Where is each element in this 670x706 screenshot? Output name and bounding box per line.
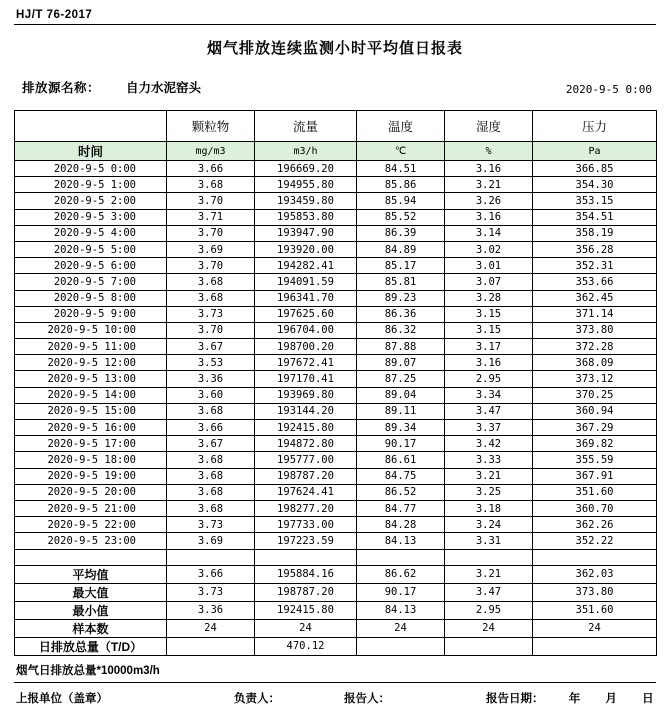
cell-value: 3.68 (167, 274, 255, 290)
cell-value: 3.68 (167, 484, 255, 500)
cell-value: 86.52 (357, 484, 445, 500)
cell-time: 2020-9-5 4:00 (15, 225, 167, 241)
cell-time: 2020-9-5 2:00 (15, 193, 167, 209)
header-divider (14, 24, 656, 25)
cell-value: 353.15 (533, 193, 657, 209)
cell-value: 3.70 (167, 193, 255, 209)
cell-value: 358.19 (533, 225, 657, 241)
column-header-unit-3: % (445, 142, 533, 161)
cell-value: 373.80 (533, 322, 657, 338)
cell-value: 3.73 (167, 306, 255, 322)
summary-value: 3.73 (167, 583, 255, 601)
cell-value: 3.18 (445, 500, 533, 516)
cell-value: 3.68 (167, 290, 255, 306)
cell-value: 362.26 (533, 517, 657, 533)
cell-value: 84.75 (357, 468, 445, 484)
cell-value: 3.21 (445, 177, 533, 193)
report-date-group (464, 690, 656, 706)
cell-value: 369.82 (533, 436, 657, 452)
table-row (15, 403, 657, 419)
cell-value: 362.45 (533, 290, 657, 306)
summary-row (15, 565, 657, 583)
column-header-name-1: 流量 (255, 111, 357, 142)
cell-value: 193969.80 (255, 387, 357, 403)
cell-value: 198277.20 (255, 500, 357, 516)
cell-value: 3.17 (445, 339, 533, 355)
cell-value: 197624.41 (255, 484, 357, 500)
cell-value: 3.69 (167, 241, 255, 257)
cell-value: 196704.00 (255, 322, 357, 338)
summary-label: 样本数 (15, 619, 167, 637)
report-date-label: 报告日期： (486, 692, 544, 705)
footer-note-line1: 烟气日排放总量*10000m3/h (16, 664, 160, 677)
cell-value: 3.68 (167, 468, 255, 484)
cell-value: 85.81 (357, 274, 445, 290)
cell-value: 3.02 (445, 241, 533, 257)
summary-value: 351.60 (533, 601, 657, 619)
cell-value: 3.21 (445, 468, 533, 484)
cell-value: 3.25 (445, 484, 533, 500)
cell-value: 194955.80 (255, 177, 357, 193)
cell-value: 193144.20 (255, 403, 357, 419)
cell-value: 373.12 (533, 371, 657, 387)
table-row (15, 517, 657, 533)
cell-time: 2020-9-5 21:00 (15, 500, 167, 516)
report-datetime: 2020-9-5 0:00 (565, 83, 652, 96)
standard-code: HJ/T 76-2017 (16, 9, 93, 21)
cell-value: 3.70 (167, 258, 255, 274)
cell-value: 3.70 (167, 322, 255, 338)
table-row (15, 322, 657, 338)
footer-divider (14, 682, 656, 683)
summary-value: 362.03 (533, 565, 657, 583)
table-row (15, 500, 657, 516)
hourly-average-table (14, 110, 657, 656)
summary-row (15, 583, 657, 601)
cell-value: 195777.00 (255, 452, 357, 468)
summary-row (15, 601, 657, 619)
cell-value: 3.14 (445, 225, 533, 241)
summary-value: 3.47 (445, 583, 533, 601)
cell-value: 197625.60 (255, 306, 357, 322)
cell-value: 2.95 (445, 371, 533, 387)
cell-value: 85.86 (357, 177, 445, 193)
column-header-name-3: 湿度 (445, 111, 533, 142)
cell-value: 3.68 (167, 403, 255, 419)
cell-value: 3.67 (167, 339, 255, 355)
cell-value: 87.25 (357, 371, 445, 387)
cell-time: 2020-9-5 3:00 (15, 209, 167, 225)
daily-total-blank (533, 637, 657, 655)
cell-value: 89.11 (357, 403, 445, 419)
summary-value: 24 (445, 619, 533, 637)
cell-value: 355.59 (533, 452, 657, 468)
cell-value: 89.23 (357, 290, 445, 306)
cell-value: 3.69 (167, 533, 255, 549)
cell-time: 2020-9-5 6:00 (15, 258, 167, 274)
summary-label: 平均值 (15, 565, 167, 583)
table-row (15, 274, 657, 290)
table-row (15, 355, 657, 371)
cell-value: 85.52 (357, 209, 445, 225)
table-row (15, 436, 657, 452)
summary-value: 195884.16 (255, 565, 357, 583)
cell-value: 196669.20 (255, 161, 357, 177)
cell-value: 352.22 (533, 533, 657, 549)
table-row (15, 258, 657, 274)
cell-value: 3.66 (167, 420, 255, 436)
cell-value: 192415.80 (255, 420, 357, 436)
summary-value: 3.66 (167, 565, 255, 583)
cell-time: 2020-9-5 0:00 (15, 161, 167, 177)
table-row (15, 209, 657, 225)
cell-value: 3.07 (445, 274, 533, 290)
cell-value: 367.29 (533, 420, 657, 436)
report-date-day: 日 (642, 692, 654, 705)
table-spacer (15, 549, 657, 565)
spacer-cell (15, 549, 167, 565)
page-title: 烟气排放连续监测小时平均值日报表 (206, 40, 463, 57)
cell-value: 86.39 (357, 225, 445, 241)
cell-value: 3.15 (445, 306, 533, 322)
table-row (15, 371, 657, 387)
column-header-unit-0: mg/m3 (167, 142, 255, 161)
column-header-unit-2: ℃ (357, 142, 445, 161)
cell-value: 3.16 (445, 209, 533, 225)
cell-time: 2020-9-5 13:00 (15, 371, 167, 387)
daily-total-blank (445, 637, 533, 655)
cell-value: 198700.20 (255, 339, 357, 355)
spacer-cell (533, 549, 657, 565)
cell-value: 360.94 (533, 403, 657, 419)
daily-total-row (15, 637, 657, 655)
cell-value: 371.14 (533, 306, 657, 322)
source-name-label: 排放源名称： (22, 81, 101, 95)
cell-value: 354.51 (533, 209, 657, 225)
table-row (15, 387, 657, 403)
cell-value: 3.68 (167, 500, 255, 516)
cell-time: 2020-9-5 20:00 (15, 484, 167, 500)
cell-value: 3.66 (167, 161, 255, 177)
cell-value: 3.33 (445, 452, 533, 468)
summary-row (15, 619, 657, 637)
cell-time: 2020-9-5 10:00 (15, 322, 167, 338)
cell-value: 89.34 (357, 420, 445, 436)
cell-value: 84.77 (357, 500, 445, 516)
cell-value: 3.70 (167, 225, 255, 241)
summary-value: 24 (533, 619, 657, 637)
cell-value: 3.16 (445, 161, 533, 177)
spacer-row (15, 549, 657, 565)
daily-total-blank (357, 637, 445, 655)
daily-total-label: 日排放总量（T/D） (15, 637, 167, 655)
summary-value: 84.13 (357, 601, 445, 619)
cell-value: 3.73 (167, 517, 255, 533)
column-header-name-2: 温度 (357, 111, 445, 142)
cell-time: 2020-9-5 7:00 (15, 274, 167, 290)
cell-value: 197733.00 (255, 517, 357, 533)
cell-value: 89.07 (357, 355, 445, 371)
cell-time: 2020-9-5 19:00 (15, 468, 167, 484)
cell-value: 86.61 (357, 452, 445, 468)
cell-value: 198787.20 (255, 468, 357, 484)
spacer-cell (445, 549, 533, 565)
report-date-year: 年 (568, 692, 581, 705)
cell-value: 197223.59 (255, 533, 357, 549)
cell-value: 193920.00 (255, 241, 357, 257)
cell-time: 2020-9-5 11:00 (15, 339, 167, 355)
cell-value: 352.31 (533, 258, 657, 274)
cell-value: 90.17 (357, 436, 445, 452)
cell-value: 3.36 (167, 371, 255, 387)
summary-value: 24 (167, 619, 255, 637)
table-row (15, 468, 657, 484)
source-name-group (22, 78, 201, 96)
column-header-name-0: 颗粒物 (167, 111, 255, 142)
cell-value: 89.04 (357, 387, 445, 403)
cell-value: 3.68 (167, 177, 255, 193)
cell-value: 366.85 (533, 161, 657, 177)
table-row (15, 177, 657, 193)
cell-value: 370.25 (533, 387, 657, 403)
cell-value: 194282.41 (255, 258, 357, 274)
table-header-names (15, 111, 657, 142)
table-summary (15, 565, 657, 655)
reporter-label: 报告人： (344, 692, 390, 705)
source-name-value: 自力水泥窑头 (126, 81, 202, 95)
summary-value: 24 (255, 619, 357, 637)
cell-value: 372.28 (533, 339, 657, 355)
table-row (15, 533, 657, 549)
column-header-time: 时间 (15, 142, 167, 161)
summary-value: 198787.20 (255, 583, 357, 601)
cell-time: 2020-9-5 15:00 (15, 403, 167, 419)
cell-value: 3.37 (445, 420, 533, 436)
table-header-units (15, 142, 657, 161)
cell-value: 3.67 (167, 436, 255, 452)
cell-value: 3.34 (445, 387, 533, 403)
table-body (15, 161, 657, 550)
cell-value: 86.32 (357, 322, 445, 338)
cell-value: 194091.59 (255, 274, 357, 290)
daily-total-blank (167, 637, 255, 655)
cell-value: 195853.80 (255, 209, 357, 225)
cell-time: 2020-9-5 1:00 (15, 177, 167, 193)
cell-value: 3.28 (445, 290, 533, 306)
cell-value: 367.91 (533, 468, 657, 484)
cell-value: 196341.70 (255, 290, 357, 306)
cell-time: 2020-9-5 5:00 (15, 241, 167, 257)
cell-value: 3.26 (445, 193, 533, 209)
daily-total-value: 470.12 (255, 637, 357, 655)
summary-value: 192415.80 (255, 601, 357, 619)
summary-value: 3.21 (445, 565, 533, 583)
cell-value: 87.88 (357, 339, 445, 355)
cell-time: 2020-9-5 8:00 (15, 290, 167, 306)
cell-value: 3.24 (445, 517, 533, 533)
spacer-cell (255, 549, 357, 565)
cell-value: 3.16 (445, 355, 533, 371)
summary-value: 3.36 (167, 601, 255, 619)
table-head (15, 111, 657, 161)
cell-value: 86.36 (357, 306, 445, 322)
table-row (15, 161, 657, 177)
column-header-unit-1: m3/h (255, 142, 357, 161)
cell-value: 3.01 (445, 258, 533, 274)
table-row (15, 241, 657, 257)
cell-value: 360.70 (533, 500, 657, 516)
cell-value: 85.17 (357, 258, 445, 274)
summary-label: 最小值 (15, 601, 167, 619)
meta-row (14, 78, 656, 96)
cell-value: 356.28 (533, 241, 657, 257)
report-date-month: 月 (605, 692, 617, 705)
table-row (15, 452, 657, 468)
signature-row (14, 690, 656, 706)
table-row (15, 225, 657, 241)
summary-value: 86.62 (357, 565, 445, 583)
cell-value: 85.94 (357, 193, 445, 209)
cell-value: 351.60 (533, 484, 657, 500)
summary-value: 90.17 (357, 583, 445, 601)
summary-value: 2.95 (445, 601, 533, 619)
cell-value: 3.31 (445, 533, 533, 549)
cell-value: 193947.90 (255, 225, 357, 241)
cell-value: 3.60 (167, 387, 255, 403)
cell-value: 3.47 (445, 403, 533, 419)
cell-value: 84.51 (357, 161, 445, 177)
cell-value: 84.13 (357, 533, 445, 549)
cell-value: 354.30 (533, 177, 657, 193)
table-row (15, 339, 657, 355)
cell-value: 3.71 (167, 209, 255, 225)
table-row (15, 290, 657, 306)
cell-value: 193459.80 (255, 193, 357, 209)
spacer-cell (167, 549, 255, 565)
cell-value: 3.15 (445, 322, 533, 338)
table-row (15, 193, 657, 209)
cell-value: 3.53 (167, 355, 255, 371)
cell-time: 2020-9-5 12:00 (15, 355, 167, 371)
cell-value: 3.42 (445, 436, 533, 452)
cell-time: 2020-9-5 17:00 (15, 436, 167, 452)
cell-time: 2020-9-5 9:00 (15, 306, 167, 322)
cell-value: 84.28 (357, 517, 445, 533)
cell-value: 197672.41 (255, 355, 357, 371)
cell-value: 197170.41 (255, 371, 357, 387)
cell-value: 84.89 (357, 241, 445, 257)
spacer-cell (357, 549, 445, 565)
responsible-label: 负责人： (234, 692, 280, 705)
cell-value: 194872.80 (255, 436, 357, 452)
cell-time: 2020-9-5 16:00 (15, 420, 167, 436)
column-header-unit-4: Pa (533, 142, 657, 161)
report-unit-label: 上报单位（盖章） (16, 692, 108, 705)
cell-value: 353.66 (533, 274, 657, 290)
cell-value: 3.68 (167, 452, 255, 468)
cell-time: 2020-9-5 22:00 (15, 517, 167, 533)
column-header-name-4: 压力 (533, 111, 657, 142)
table-row (15, 306, 657, 322)
summary-value: 373.80 (533, 583, 657, 601)
cell-time: 2020-9-5 23:00 (15, 533, 167, 549)
header-blank-cell (15, 111, 167, 142)
table-row (15, 420, 657, 436)
table-row (15, 484, 657, 500)
cell-time: 2020-9-5 14:00 (15, 387, 167, 403)
cell-value: 368.09 (533, 355, 657, 371)
summary-value: 24 (357, 619, 445, 637)
cell-time: 2020-9-5 18:00 (15, 452, 167, 468)
summary-label: 最大值 (15, 583, 167, 601)
